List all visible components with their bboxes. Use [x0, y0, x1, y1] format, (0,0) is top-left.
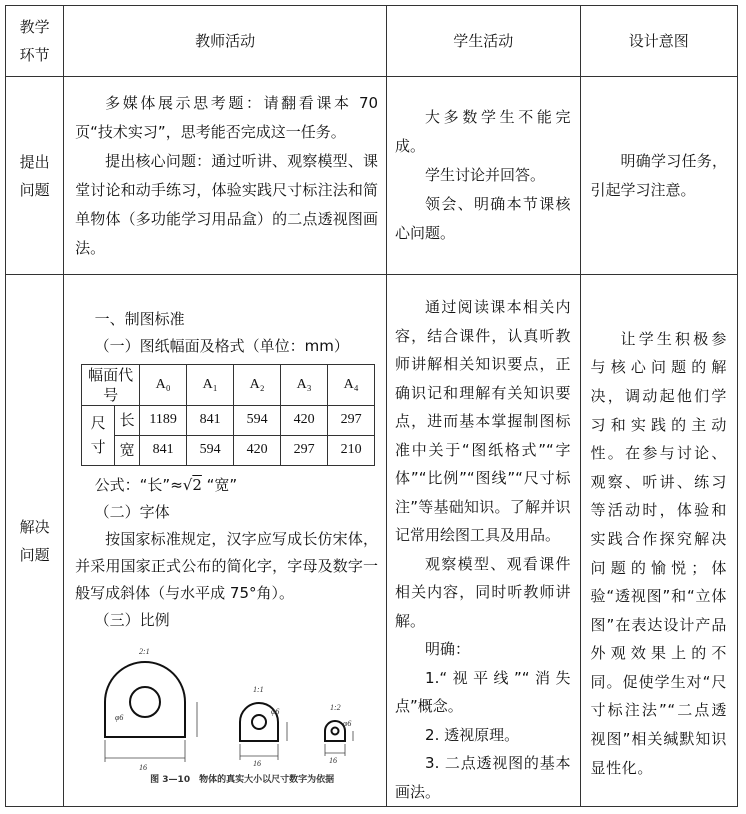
- dia-label: φ6: [343, 718, 352, 728]
- student-text: 学生讨论并回答。: [425, 166, 546, 184]
- scale-label: 1:2: [330, 702, 341, 712]
- wide-value: 841: [140, 435, 187, 465]
- lesson-plan-table: [5, 5, 738, 807]
- figure-caption: 图 3—10 物体的真实大小以尺寸数字为依据: [150, 774, 335, 785]
- scale-label: 1:1: [253, 684, 264, 694]
- wide-value: 210: [328, 435, 375, 465]
- student-cell-raise: [387, 77, 581, 275]
- scale-drawing: [75, 642, 385, 782]
- header-row: [6, 6, 738, 77]
- design-cell-solve: [580, 275, 737, 807]
- paper-code: A₁: [187, 364, 234, 405]
- font-rule-text: 按国家标准规定，汉字应写成长仿宋体，并采用国家正式公布的简化字，字母及数字一般写成斜体（与水平成 75°角）。: [75, 529, 379, 602]
- wide-value: 594: [187, 435, 234, 465]
- student-text: 通过阅读课本相关内容，结合课件，认真听教师讲解相关知识要点，正确识记和理解有关知识要点，进而基本掌握制图标准中关于“图纸格式”“字体”“比例”“图线”“尺寸标注”等基础知识。了解并识记常用绘图工具及用品。: [395, 298, 571, 544]
- section-heading: （一）图纸幅面及格式（单位：mm）: [94, 336, 349, 355]
- student-text: 大多数学生不能完成。: [395, 108, 571, 155]
- row-solve-question: [6, 275, 738, 807]
- dia-label: φ6: [115, 712, 124, 722]
- long-value: 297: [328, 405, 375, 435]
- dia-label: φ6: [271, 706, 280, 716]
- dim-label: 16: [139, 762, 148, 772]
- teacher-text: 多媒体展示思考题：请翻看课本 70 页“技术实习”，思考能否完成这一任务。: [75, 93, 379, 141]
- design-text: 让学生积极参与核心问题的解决，调动起他们学习和实践的主动性。在参与讨论、观察、听讲、练习等活动时，体验和实践合作探究解决问题的愉悦；体验“透视图”和“立体图”在表达设计产品外观效果上的不同。促使学生对“尺寸标注法”“二点透视图”相关缄默知识显性化。: [590, 329, 727, 777]
- formula: 公式：“长”≈√2 “宽”: [94, 475, 238, 494]
- dim-label: 16: [253, 758, 262, 768]
- teacher-cell-solve: [64, 275, 387, 807]
- row-raise-question: [6, 77, 738, 275]
- scale-figure: [75, 642, 385, 785]
- stage-cell-solve: 解决问题: [6, 275, 64, 807]
- long-value: 841: [187, 405, 234, 435]
- student-text: 领会、明确本节课核心问题。: [395, 195, 571, 242]
- paper-size-table: [81, 364, 375, 466]
- student-text: 观察模型、观看课件相关内容，同时听教师讲解。: [395, 554, 571, 630]
- student-text: 3. 二点透视图的基本画法。: [395, 754, 571, 801]
- teacher-cell-raise: [64, 77, 387, 275]
- long-value: 1189: [140, 405, 187, 435]
- header-teacher: 教师活动: [64, 6, 387, 77]
- paper-code: A₃: [281, 364, 328, 405]
- header-student: 学生活动: [387, 6, 581, 77]
- size-label: 尺寸: [82, 405, 115, 465]
- long-value: 594: [234, 405, 281, 435]
- student-cell-solve: [387, 275, 581, 807]
- wide-label: 宽: [115, 435, 140, 465]
- design-text: 明确学习任务，引起学习注意。: [590, 151, 727, 199]
- scale-label: 2:1: [139, 646, 150, 656]
- header-design: 设计意图: [580, 6, 737, 77]
- paper-code: A₀: [140, 364, 187, 405]
- paper-code: A₄: [328, 364, 375, 405]
- paper-code: A₂: [234, 364, 281, 405]
- design-cell-raise: [580, 77, 737, 275]
- wide-value: 420: [234, 435, 281, 465]
- long-value: 420: [281, 405, 328, 435]
- paper-code-header: 幅面代号: [82, 364, 140, 405]
- long-label: 长: [115, 405, 140, 435]
- section-heading: （三）比例: [94, 610, 170, 629]
- teacher-text: 提出核心问题：通过听讲、观察模型、课堂讨论和动手练习，体验实践尺寸标注法和简单物体（多功能学习用品盒）的二点透视图画法。: [75, 151, 379, 257]
- wide-value: 297: [281, 435, 328, 465]
- student-text: 明确：: [425, 640, 471, 658]
- student-text: 1.“视平线”“消失点”概念。: [395, 668, 571, 715]
- section-heading: （二）字体: [94, 502, 170, 521]
- dim-label: 16: [329, 755, 338, 765]
- header-stage: 教学环节: [6, 6, 64, 77]
- section-heading: 一、制图标准: [94, 309, 185, 328]
- stage-cell-raise: 提出问题: [6, 77, 64, 275]
- student-text: 2. 透视原理。: [425, 725, 520, 744]
